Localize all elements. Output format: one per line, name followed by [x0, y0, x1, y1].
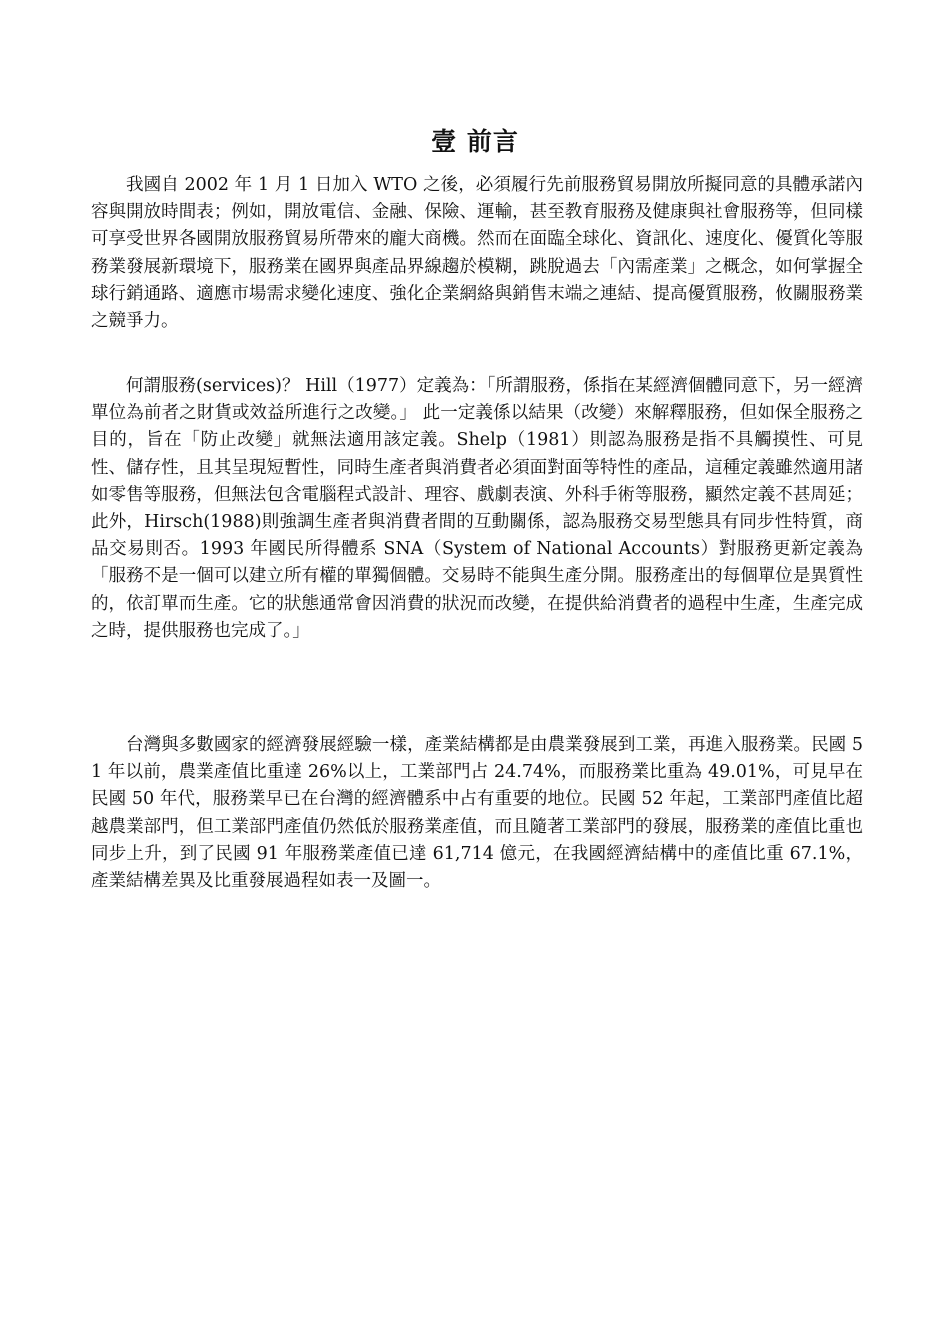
section-title: 壹 前言: [431, 127, 519, 156]
paragraph-intro-wto: 我國自 2002 年 1 月 1 日加入 WTO 之後，必須履行先前服務貿易開放所擬同意的具體承諾內容與開放時間表；例如，開放電信、金融、保險、運輸，甚至教育服務及健康與社會服務等，但同樣可享受世界各國開放服務貿易所帶來的龐大商機。然而在面臨全球化、資訊化、速度化、優質化等服務業發展新環境下，服務業在國界與產品界線趨於模糊，跳脫過去「內需產業」之概念，如何掌握全球行銷通路、適應市場需求變化速度、強化企業網絡與銷售末端之連結、提高優質服務，攸關服務業之競爭力。: [91, 175, 863, 332]
paragraph-service-definition: 何謂服務(services)？ Hill（1977）定義為：「所謂服務，係指在某經濟個體同意下，另一經濟單位為前者之財貨或效益所進行之改變。」 此一定義係以結果（改變）來解釋服務，但如保全服務之目的，旨在「防止改變」就無法適用該定義。Shelp（1981）則認為服務是指不具觸摸性、可見性、儲存性，且其呈現短暫性，同時生產者與消費者必須面對面等特性的產品，這種定義雖然適用諸如零售等服務，但無法包含電腦程式設計、理容、戲劇表演、外科手術等服務，顯然定義不甚周延；此外，Hirsch(1988)則強調生產者與消費者間的互動關係，認為服務交易型態具有同步性特質，商品交易則否。1993 年國民所得體系 SNA（System of National Accounts）對服務更新定義為「服務不是一個可以建立所有權的單獨個體。交易時不能與生產分開。服務產出的每個單位是異質性的，依訂單而生產。它的狀態通常會因消費的狀況而改變，在提供給消費者的過程中生產，生產完成之時，提供服務也完成了。」: [91, 376, 863, 641]
paragraph-taiwan-economy: 台灣與多數國家的經濟發展經驗一樣，產業結構都是由農業發展到工業，再進入服務業。民國 51 年以前，農業產值比重達 26%以上，工業部門占 24.74%，而服務業比重為 49.01%，可見早在民國 50 年代，服務業早已在台灣的經濟體系中占有重要的地位。民國 52 年起，工業部門產值比超越農業部門，但工業部門產值仍然低於服務業產值，而且隨著工業部門的發展，服務業的產值比重也同步上升，到了民國 91 年服務業產值已達 61,714 億元，在我國經濟結構中的產值比重 67.1%，產業結構差異及比重發展過程如表一及圖一。: [91, 735, 863, 892]
